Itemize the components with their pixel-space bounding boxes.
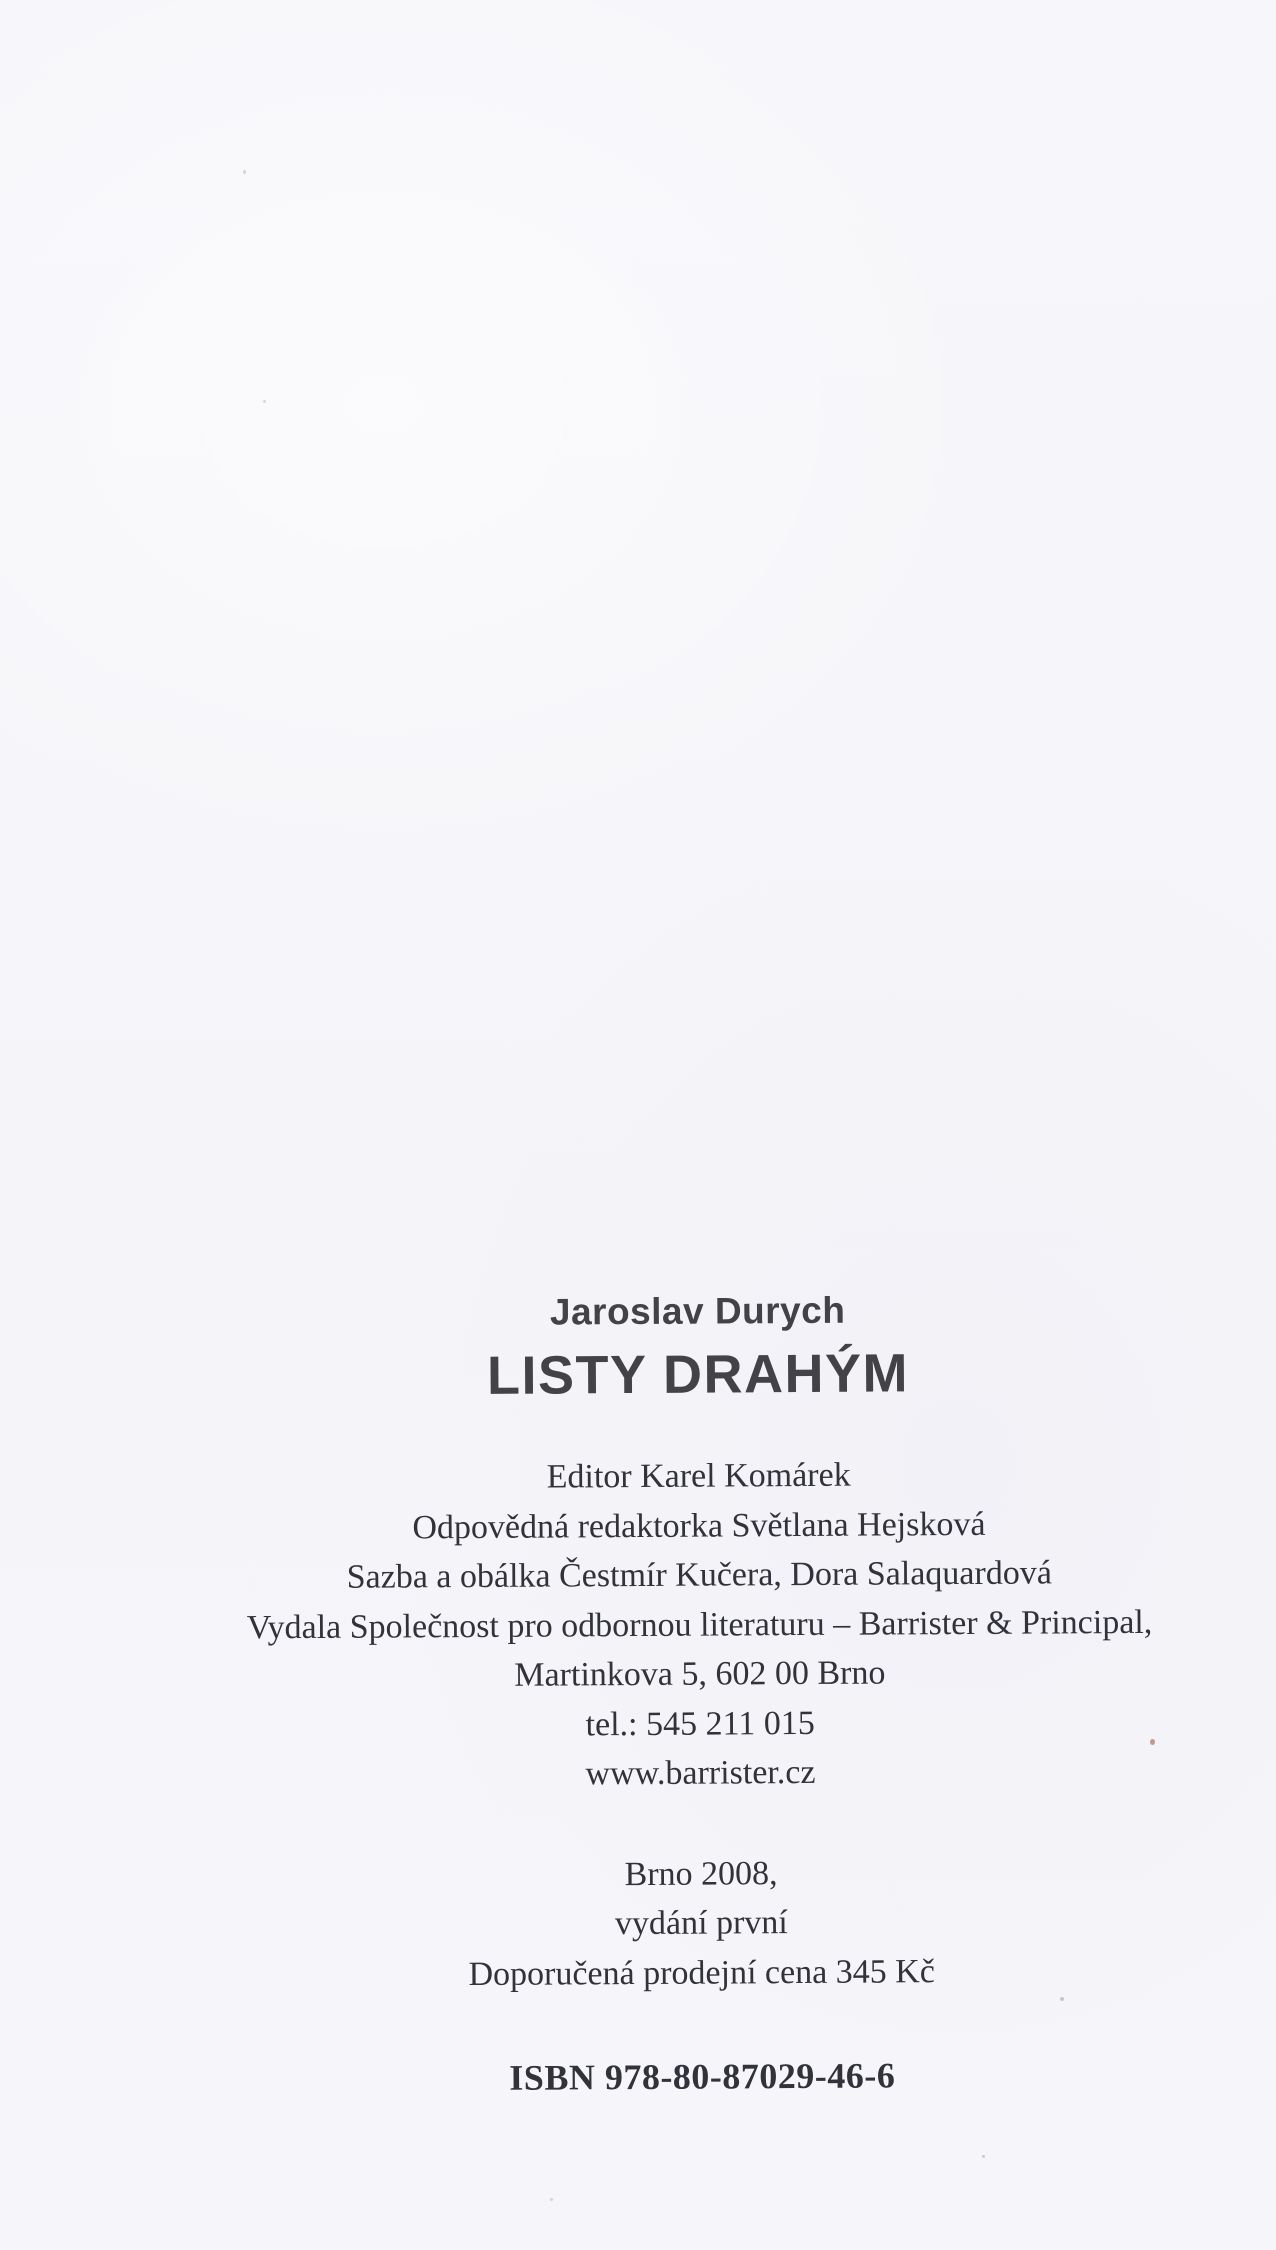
credit-line-address: Martinkova 5, 602 00 Brno — [514, 1654, 886, 1694]
credit-line-phone: tel.: 545 211 015 — [585, 1704, 815, 1743]
credit-line-website: www.barrister.cz — [585, 1753, 816, 1793]
credit-line-editor: Editor Karel Komárek — [546, 1456, 851, 1496]
scan-speck — [243, 170, 246, 174]
imprint-credits — [123, 1448, 1276, 1802]
isbn-line: ISBN 978-80-87029-46-6 — [509, 2055, 896, 2098]
credit-line-vydavatel: Vydala Společnost pro odbornou literaturu – Barrister & Principal, — [246, 1603, 1153, 1646]
scan-speck — [1150, 1739, 1155, 1745]
edition-line-price: Doporučená prodejní cena 345 Kč — [468, 1952, 935, 1993]
scan-speck — [1060, 1997, 1064, 2001]
scan-speck — [550, 2198, 553, 2201]
book-title: LISTY DRAHÝM — [486, 1343, 910, 1406]
book-author: Jaroslav Durych — [549, 1289, 846, 1333]
scan-speck — [982, 2155, 985, 2158]
colophon-text-block — [0, 1284, 1276, 2106]
scan-speck — [263, 400, 266, 403]
edition-info — [125, 1846, 1276, 2002]
credit-line-redaktorka: Odpovědná redaktorka Světlana Hejsková — [412, 1505, 986, 1546]
edition-line-city-year: Brno 2008, — [624, 1854, 778, 1893]
credit-line-sazba: Sazba a obálka Čestmír Kučera, Dora Salaquardová — [346, 1554, 1052, 1596]
edition-line-printing: vydání první — [614, 1904, 788, 1943]
